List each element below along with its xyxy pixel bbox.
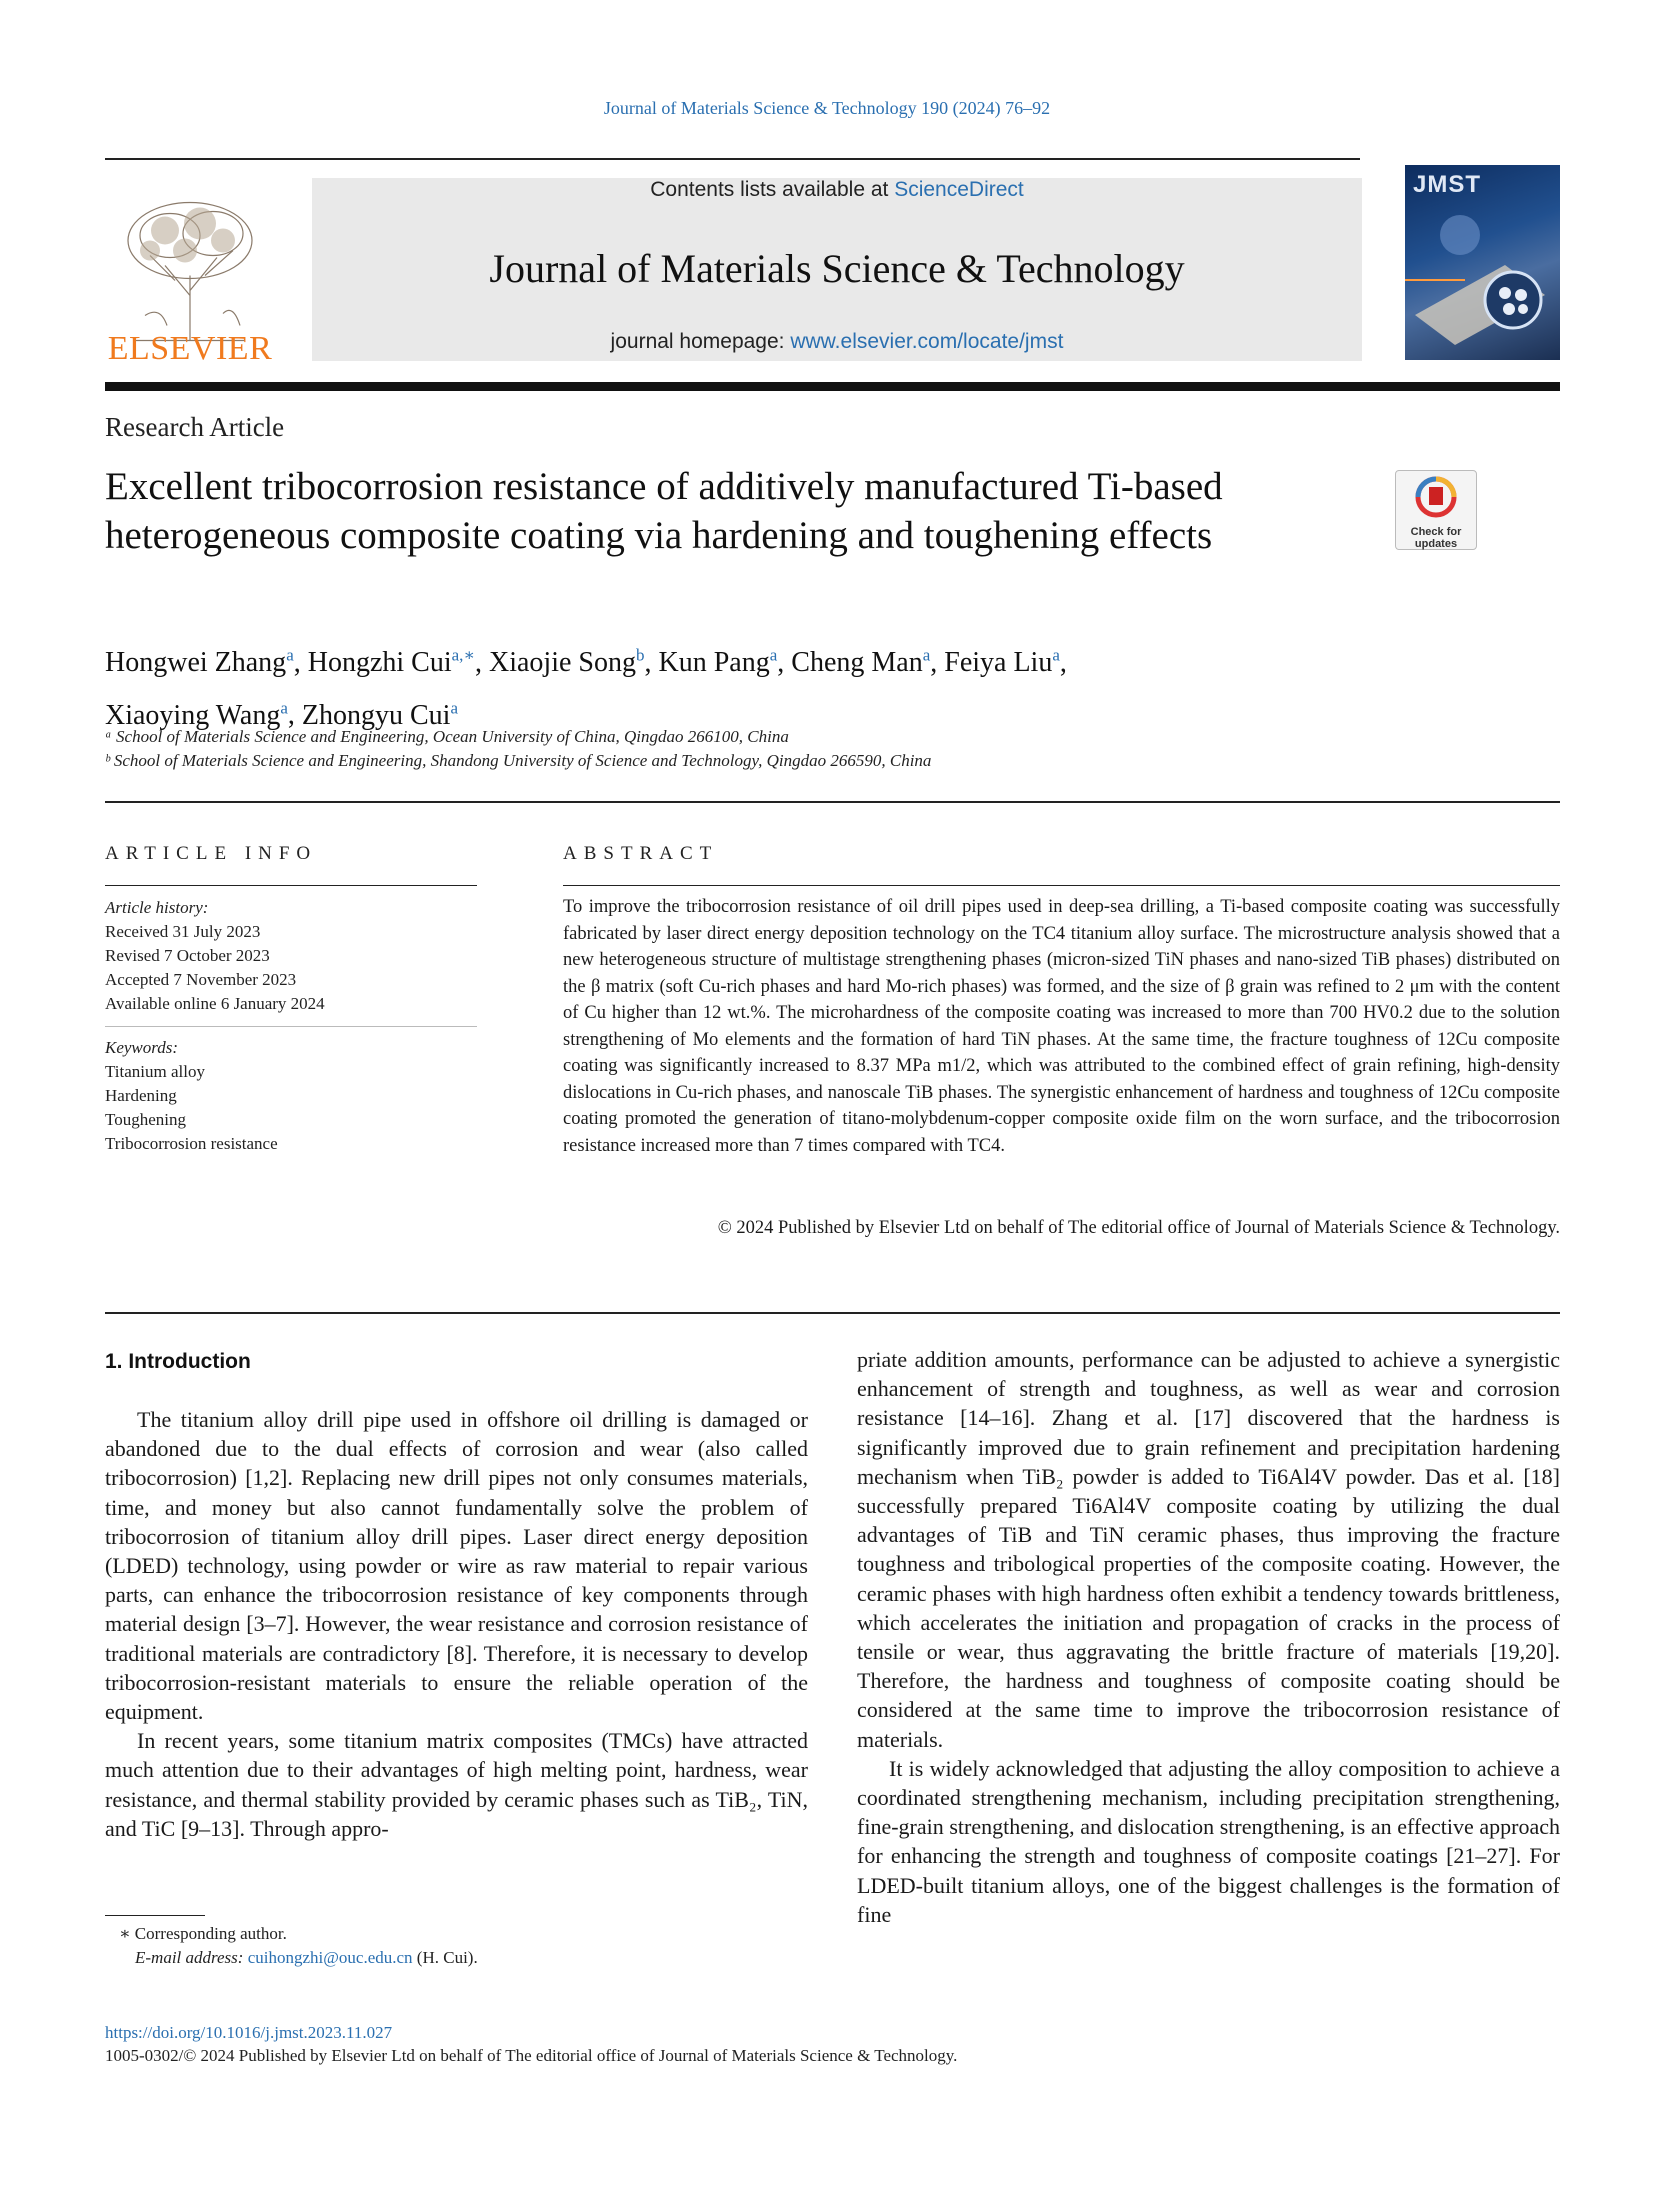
- contents-line: [312, 178, 1362, 202]
- author[interactable]: Kun Pang$^a$: [658, 646, 778, 679]
- history-revised: Revised 7 October 2023: [105, 946, 270, 965]
- header-thick-rule: [105, 382, 1560, 391]
- history-online: Available online 6 January 2024: [105, 994, 325, 1013]
- keyword[interactable]: Toughening: [105, 1110, 186, 1129]
- check-for-updates-badge[interactable]: [1395, 470, 1477, 550]
- abstract-heading: ABSTRACT: [563, 843, 719, 864]
- author[interactable]: Zhongyu Cui$^a$: [301, 698, 458, 731]
- author[interactable]: Feiya Liu$^a$: [944, 646, 1060, 679]
- affiliation-a: ᵃ School of Materials Science and Engineering, Ocean University of China, Qingdao 266100, China: [105, 727, 789, 746]
- abstract-copyright: © 2024 Published by Elsevier Ltd on behalf of The editorial office of Journal of Materials Science & Technology.: [717, 1218, 1560, 1238]
- journal-title: Journal of Materials Science & Technology: [489, 246, 1185, 291]
- author[interactable]: Hongzhi Cui$^{a,∗}$: [307, 646, 475, 679]
- info-top-rule: [105, 801, 1560, 803]
- paragraph: It is widely acknowledged that adjusting the alloy composition to achieve a coordinated strengthening mechanism, including precipitation strengthening, fine-grain strengthening, and dislocation strengthening, is an effective approach for enhancing the strength and toughness of composite coatings [21–27]. For LDED-built titanium alloys, one of the biggest challenges is the formation of fine: [857, 1755, 1560, 1927]
- journal-reference[interactable]: Journal of Materials Science & Technology 190 (2024) 76–92: [603, 98, 1051, 118]
- keywords-label: Keywords:: [105, 1038, 179, 1057]
- author[interactable]: Cheng Man$^a$: [791, 646, 931, 679]
- homepage-line: [312, 330, 1362, 354]
- keyword[interactable]: Titanium alloy: [105, 1062, 205, 1081]
- article-info-heading: ARTICLE INFO: [105, 843, 318, 864]
- keyword[interactable]: Tribocorrosion resistance: [105, 1134, 278, 1153]
- sciencedirect-link[interactable]: ScienceDirect: [894, 178, 1024, 201]
- history-accepted: Accepted 7 November 2023: [105, 970, 297, 989]
- keyword[interactable]: Hardening: [105, 1086, 177, 1105]
- email-line: [105, 1946, 478, 1970]
- paragraph: The titanium alloy drill pipe used in offshore oil drilling is damaged or abandoned due to the dual effects of corrosion and wear (also called tribocorrosion) [1,2]. Replacing new drill pipes not only consumes materials, time, and money but also cannot fundamentally solve the problem of tribocorrosion of titanium alloy drill pipes. Laser direct energy deposition (LDED) technology, using powder or wire as raw material to repair various parts, can enhance the tribocorrosion resistance of key components through material design [3–7]. However, the wear resistance and corrosion resistance of traditional materials are contradictory [8]. Therefore, it is necessary to develop tribocorrosion-resistant materials to ensure the reliable operation of the equipment.: [105, 1407, 808, 1725]
- body-right-column: [857, 1345, 1560, 1929]
- body-left-column: [105, 1405, 808, 1843]
- abstract-body: To improve the tribocorrosion resistance of oil drill pipes used in deep-sea drilling, a Ti-based composite coating was successfully fabricated by laser direct energy deposition technology on the TC4 titanium alloy surface. The microstructure analysis showed that a new heterogeneous structure of multistage strengthening phases (micron-sized TiN phases and nano-sized TiB phases) distributed on the β matrix (soft Cu-rich phases and hard Mo-rich phases) was formed, and the size of β grain was refined to 2 μm with the content of Cu higher than 12 wt.%. The microhardness of the composite coating was increased to more than 700 HV0.2 due to the solution strengthening of Mo elements and the formation of hard TiN phases. At the same time, the fracture toughness of 12Cu composite coating was significantly increased to 8.37 MPa m1/2, which was attributed to the combined effect of grain refining, high-density dislocations in Cu-rich phases, and nanoscale TiB phases. The synergistic enhancement of hardness and toughness of 12Cu composite coating promoted the generation of titano-molybdenum-copper composite oxide film on the worn surface, and the tribocorrosion resistance increased more than 7 times compared with TC4.: [563, 897, 1560, 1156]
- homepage-prefix: journal homepage:: [610, 330, 791, 353]
- body-top-rule: [105, 1312, 1560, 1314]
- paragraph: In recent years, some titanium matrix composites (TMCs) have attracted much attention due to their advantages of high melting point, hardness, wear resistance, and thermal stability provided by ceramic phases such as TiB₂, TiN, and TiC [9–13]. Through appro-: [105, 1728, 808, 1841]
- author[interactable]: Xiaoying Wang$^a$: [105, 698, 288, 731]
- footnote: [105, 1922, 478, 1970]
- article-type: Research Article: [105, 412, 285, 442]
- check-updates-text: Check for updates: [1410, 526, 1462, 550]
- email-suffix: (H. Cui).: [412, 1948, 478, 1967]
- footnote-rule: [105, 1915, 205, 1916]
- author-list: Hongwei Zhang$^a$, Hongzhi Cui$^{a,∗}$, Xiaojie Song$^b$, Kun Pang$^a$, Cheng Man$^a$, Feiya Liu$^a$, Xiaoying Wang$^a$, Zhongyu Cui$^a$: [105, 646, 1067, 731]
- author[interactable]: Hongwei Zhang$^a$: [105, 646, 294, 679]
- affiliation-b: ᵇ School of Materials Science and Engineering, Shandong University of Science and Technology, Qingdao 266590, China: [105, 751, 932, 770]
- keywords-rule: [105, 1026, 477, 1027]
- homepage-link[interactable]: www.elsevier.com/locate/jmst: [790, 330, 1064, 353]
- article-history: [105, 896, 477, 1016]
- paragraph: priate addition amounts, performance can be adjusted to achieve a synergistic enhancement of strength and toughness, as well as wear and corrosion resistance [14–16]. Zhang et al. [17] discovered that the hardness is significantly improved due to grain refinement and precipitation hardening mechanism when TiB₂ powder is added to Ti6Al4V powder. Das et al. [18] successfully prepared Ti6Al4V composite coating by utilizing the dual advantages of TiB and TiN ceramic phases, thus improving the fracture toughness and tribological properties of the composite coating. However, the ceramic phases with high hardness often exhibit a tendency towards brittleness, which accelerates the initiation and propagation of cracks in the process of tensile or wear, thus aggravating the brittle fracture of materials [19,20]. Therefore, the hardness and toughness of composite coating should be considered at the same time to improve the tribocorrosion resistance of materials.: [857, 1347, 1560, 1752]
- history-label: Article history:: [105, 898, 209, 917]
- journal-cover-image[interactable]: [1405, 165, 1560, 360]
- article-title: Excellent tribocorrosion resistance of additively manufactured Ti-based heterogeneous composite coating via hardening and toughening effects: [105, 465, 1223, 557]
- header-rule: [105, 158, 1360, 160]
- cover-artwork: [1405, 205, 1560, 360]
- corresponding-author-note: ∗ Corresponding author.: [119, 1924, 287, 1943]
- article-info-rule: [105, 885, 477, 886]
- history-received: Received 31 July 2023: [105, 922, 261, 941]
- author[interactable]: Xiaojie Song$^b$: [488, 646, 645, 679]
- keywords-block: [105, 1036, 477, 1156]
- doi-link[interactable]: https://doi.org/10.1016/j.jmst.2023.11.027: [105, 2023, 393, 2042]
- contents-prefix: Contents lists available at: [650, 178, 895, 201]
- section-heading: 1. Introduction: [105, 1350, 251, 1373]
- abstract-rule: [563, 885, 1560, 886]
- elsevier-wordmark: ELSEVIER: [107, 330, 273, 367]
- email-link[interactable]: cuihongzhi@ouc.edu.cn: [247, 1948, 413, 1967]
- cover-label: JMST: [1413, 171, 1482, 198]
- issn-line: 1005-0302/© 2024 Published by Elsevier Ltd on behalf of The editorial office of Journal of Materials Science & Technology.: [105, 2046, 958, 2065]
- check-updates-icon: [1396, 471, 1476, 521]
- email-label: E-mail address:: [135, 1948, 248, 1967]
